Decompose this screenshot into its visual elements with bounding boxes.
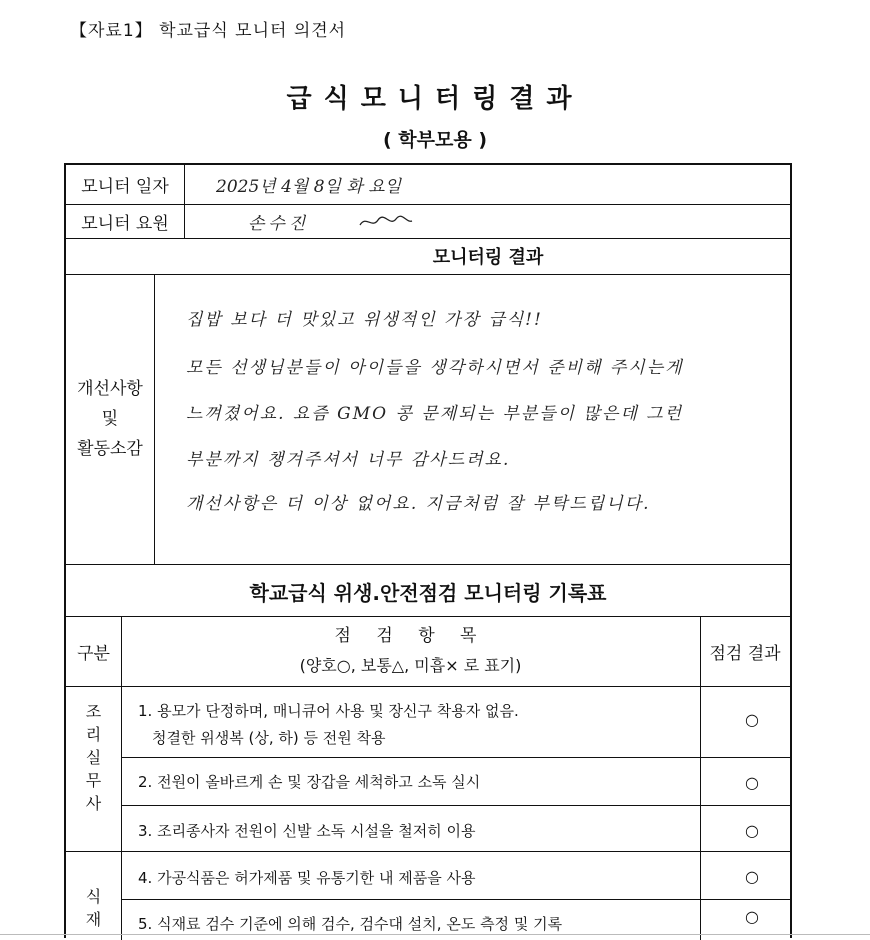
checklist-item-3: 3. 조리종사자 전원이 신발 소독 시설을 철저히 이용 xyxy=(138,822,476,840)
date-label: 모니터 일자 xyxy=(81,177,169,197)
category-char: 무 xyxy=(85,771,102,790)
column-divider xyxy=(184,165,185,238)
result-mark: ○ xyxy=(745,907,759,926)
checklist-item-1-cont: 청결한 위생복 (상, 하) 등 전원 착용 xyxy=(152,729,386,747)
category-char: 사 xyxy=(85,794,102,813)
row-divider xyxy=(66,564,790,565)
result-mark: ○ xyxy=(745,773,759,792)
improvements-label-line1: 개선사항 xyxy=(77,379,143,399)
comment-line: 집밥 보다 더 맛있고 위생적인 가장 급식!! xyxy=(186,310,543,330)
category-char: 실 xyxy=(85,748,102,767)
category-header: 구분 xyxy=(77,643,110,664)
category-char: 식 xyxy=(85,887,102,906)
improvements-label xyxy=(66,274,154,564)
category-char: 재 xyxy=(85,910,102,929)
items-header xyxy=(121,616,700,686)
items-header-line1: 점 검 항 목 xyxy=(334,626,487,646)
row-divider xyxy=(66,851,790,852)
document-label: 【자료1】 학교급식 모니터 의견서 xyxy=(70,21,347,41)
comment-line: 모든 선생님분들이 아이들을 생각하시면서 준비해 주시는게 xyxy=(186,358,684,378)
monitor-label: 모니터 요원 xyxy=(81,213,169,234)
page-subtitle: ( 학부모용 ) xyxy=(382,129,487,151)
row-divider xyxy=(66,686,790,687)
result-column-header: 점검 결과 xyxy=(709,643,781,664)
items-header-line2: (양호○, 보통△, 미흡× 로 표기) xyxy=(299,656,522,675)
improvements-label-line3: 활동소감 xyxy=(77,439,143,459)
checklist-item-4: 4. 가공식품은 허가제품 및 유통기한 내 제품을 사용 xyxy=(138,869,476,887)
signature-icon xyxy=(356,211,416,233)
checklist-item-5: 5. 식재료 검수 기준에 의해 검수, 검수대 설치, 온도 측정 및 기록 xyxy=(138,915,563,933)
monitoring-form xyxy=(64,163,792,938)
category-char: 리 xyxy=(85,725,102,744)
comment-line: 개선사항은 더 이상 없어요. 지금처럼 잘 부탁드립니다. xyxy=(186,494,651,514)
checklist-item-2: 2. 전원이 올바르게 손 및 장갑을 세척하고 소독 실시 xyxy=(138,773,481,791)
page-edge xyxy=(0,934,870,935)
checklist-title: 학교급식 위생.안전점검 모니터링 기록표 xyxy=(249,581,607,605)
column-divider xyxy=(154,274,155,564)
row-divider xyxy=(121,757,790,758)
comment-line: 느껴졌어요. 요즘 GMO 콩 문제되는 부분들이 많은데 그런 xyxy=(186,404,684,424)
row-divider xyxy=(121,805,790,806)
result-mark: ○ xyxy=(745,821,759,840)
result-header: 모니터링 결과 xyxy=(432,247,544,268)
row-divider xyxy=(121,899,790,900)
improvements-label-line2: 및 xyxy=(101,409,119,429)
result-mark: ○ xyxy=(745,710,759,729)
result-mark: ○ xyxy=(745,867,759,886)
category-char: 조 xyxy=(85,702,102,721)
category-ingredients xyxy=(66,885,121,931)
checklist-item-1: 1. 용모가 단정하며, 매니큐어 사용 및 장신구 착용자 없음. xyxy=(138,702,519,720)
page-title: 급식모니터링결과 xyxy=(286,84,584,114)
monitor-value: 손수진 xyxy=(248,213,310,234)
category-cooking-staff xyxy=(66,700,121,815)
row-divider xyxy=(66,274,790,275)
date-value: 2025년 4월 8일 화 요일 xyxy=(216,177,402,197)
comment-line: 부분까지 챙겨주셔서 너무 감사드려요. xyxy=(186,450,511,470)
